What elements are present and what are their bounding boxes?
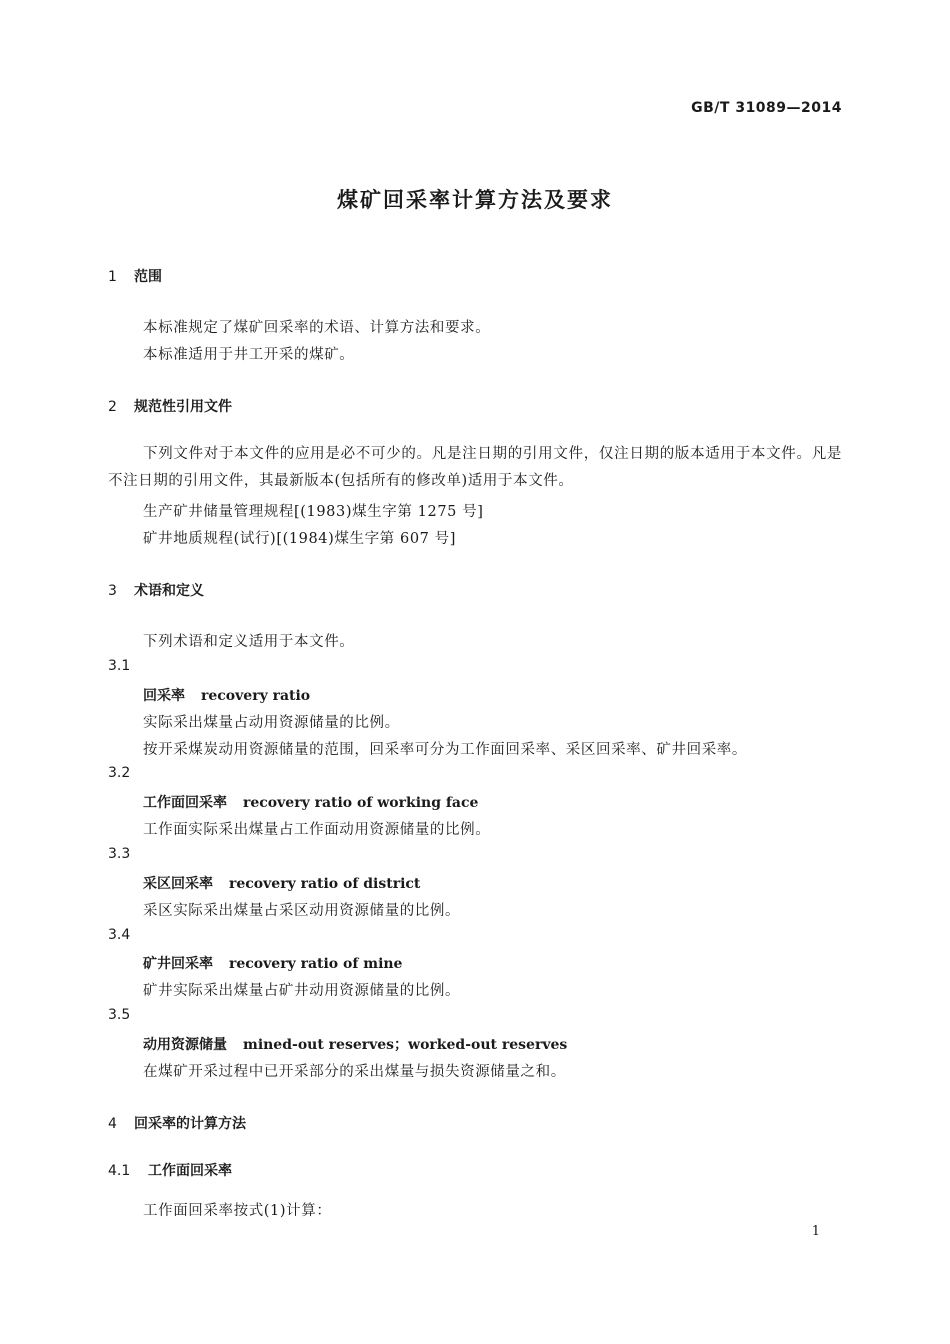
term-entry: [143, 1034, 567, 1054]
paragraph: 下列术语和定义适用于本文件。: [143, 634, 355, 650]
clause-number: 3.4: [108, 927, 131, 943]
document-title: 煤矿回采率计算方法及要求: [337, 188, 613, 212]
paragraph: 下列文件对于本文件的应用是必不可少的。凡是注日期的引用文件，仅注日期的版本适用于本文件。凡是不注日期的引用文件，其最新版本(包括所有的修改单)适用于本文件。: [108, 446, 842, 489]
term-entry: [143, 685, 310, 705]
term-english: recovery ratio: [201, 688, 311, 704]
section-heading-1: [108, 266, 162, 286]
reference-item: 矿井地质规程(试行)[(1984)煤生字第 607 号]: [143, 531, 457, 547]
section-number: 4: [108, 1116, 117, 1132]
subsection-number: 4.1: [108, 1163, 131, 1179]
clause-number: 3.5: [108, 1007, 131, 1023]
standard-code: GB/T 31089—2014: [691, 100, 842, 116]
term-english: recovery ratio of working face: [243, 795, 479, 811]
clause-number: 3.2: [108, 765, 131, 781]
term-chinese: 工作面回采率: [143, 795, 227, 811]
term-definition: 采区实际采出煤量占采区动用资源储量的比例。: [143, 903, 461, 919]
section-heading-4: [108, 1113, 246, 1133]
term-entry: [143, 792, 478, 812]
term-chinese: 回采率: [143, 688, 185, 704]
term-entry: [143, 953, 402, 973]
subsection-heading-4-1: [108, 1160, 232, 1180]
section-heading-3: [108, 580, 204, 600]
term-english: recovery ratio of mine: [229, 956, 403, 972]
subsection-title: 工作面回采率: [148, 1163, 232, 1179]
paragraph: 工作面回采率按式(1)计算：: [143, 1203, 332, 1219]
section-heading-2: [108, 396, 232, 416]
term-chinese: 动用资源储量: [143, 1037, 227, 1053]
section-number: 3: [108, 583, 117, 599]
section-title: 回采率的计算方法: [134, 1116, 246, 1132]
term-entry: [143, 873, 420, 893]
section-number: 2: [108, 399, 117, 415]
section-title: 规范性引用文件: [134, 399, 232, 415]
term-definition: 工作面实际采出煤量占工作面动用资源储量的比例。: [143, 822, 491, 838]
term-definition: 实际采出煤量占动用资源储量的比例。: [143, 715, 400, 731]
term-english: mined-out reserves；worked-out reserves: [243, 1037, 568, 1053]
term-note: 按开采煤炭动用资源储量的范围，回采率可分为工作面回采率、采区回采率、矿井回采率。: [143, 742, 747, 758]
page-number: 1: [811, 1224, 820, 1239]
reference-item: 生产矿井储量管理规程[(1983)煤生字第 1275 号]: [143, 504, 484, 520]
term-definition: 在煤矿开采过程中已开采部分的采出煤量与损失资源储量之和。: [143, 1064, 566, 1080]
term-english: recovery ratio of district: [229, 876, 421, 892]
term-definition: 矿井实际采出煤量占矿井动用资源储量的比例。: [143, 983, 461, 999]
section-number: 1: [108, 269, 117, 285]
paragraph: 本标准适用于井工开采的煤矿。: [143, 347, 355, 363]
paragraph: 本标准规定了煤矿回采率的术语、计算方法和要求。: [143, 320, 491, 336]
term-chinese: 采区回采率: [143, 876, 213, 892]
clause-number: 3.1: [108, 658, 131, 674]
section-title: 范围: [134, 269, 162, 285]
term-chinese: 矿井回采率: [143, 956, 213, 972]
section-title: 术语和定义: [134, 583, 204, 599]
clause-number: 3.3: [108, 846, 131, 862]
